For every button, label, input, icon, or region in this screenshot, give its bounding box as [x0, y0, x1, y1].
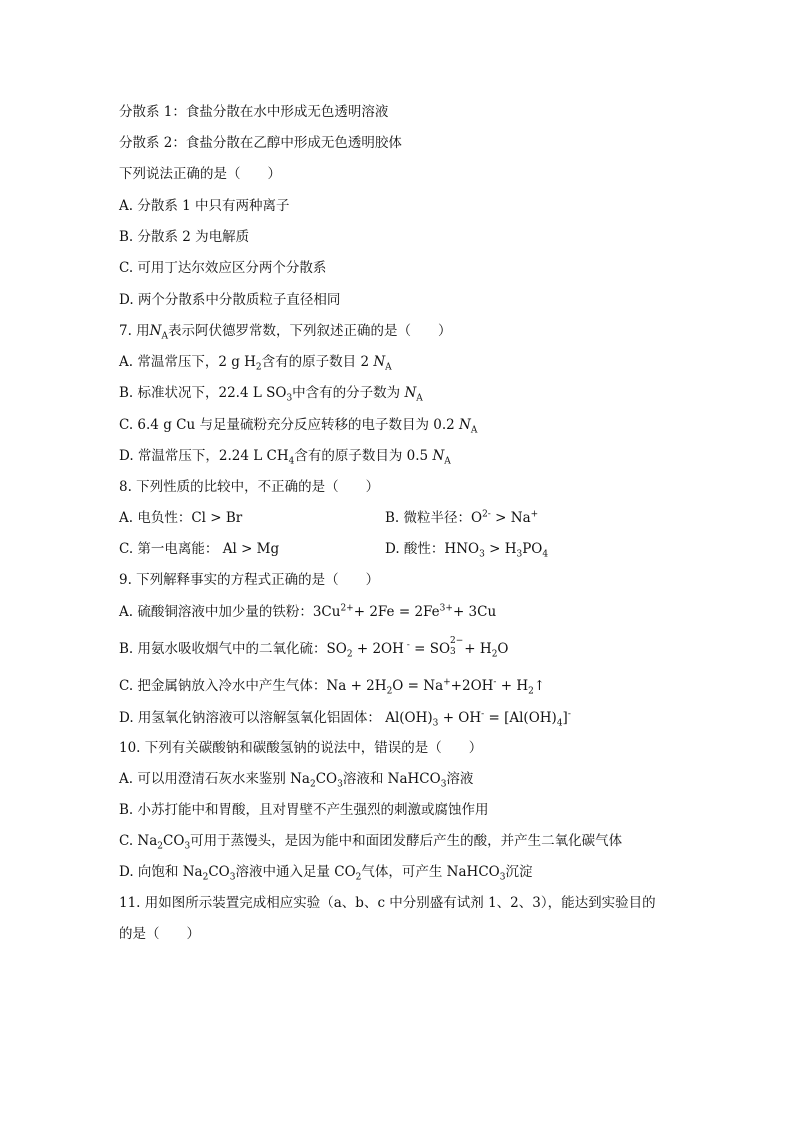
intro-question: 下列说法正确的是（ ） [119, 166, 281, 182]
q9-option-d: D. 用氢氧化钠溶液可以溶解氢氧化铝固体： $Al(OH)_3 + OH^- = [Al(OH)_4]^-$ [119, 709, 571, 729]
q11-stem-line-1: 11. 用如图所示装置完成相应实验（a、b、c 中分别盛有试剂 1、2、3），能达到实验目的 [119, 895, 656, 911]
q9-stem: 9. 下列解释事实的方程式正确的是（ ） [119, 572, 380, 588]
q6-option-b: B. 分散系 2 为电解质 [119, 229, 250, 245]
q10-option-b: B. 小苏打能中和胃酸，且对胃壁不产生强烈的刺激或腐蚀作用 [119, 802, 489, 818]
q10-stem: 10. 下列有关碳酸钠和碳酸氢钠的说法中，错误的是（ ） [119, 740, 483, 756]
intro-line-1: 分散系 1：食盐分散在水中形成无色透明溶液 [119, 104, 389, 120]
q10-option-c: C. $Na_2CO_3$可用于蒸馒头，是因为能中和面团发酵后产生的酸，并产生二氧化碳气体 [119, 833, 623, 852]
q11-stem-line-2: 的是（ ） [119, 926, 200, 942]
q8-option-c: C. 第一电离能： Al > Mg [119, 541, 280, 557]
q10-option-a: A. 可以用澄清石灰水来鉴别 $Na_2CO_3$溶液和 NaHCO$_3$溶液 [119, 771, 474, 790]
q9-option-a: A. 硫酸铜溶液中加少量的铁粉：$3Cu^{2+}+ 2Fe = 2Fe^{3+}+ 3Cu$ [119, 603, 497, 620]
q7-option-d: D. 常温常压下，2.24 L $CH_4$含有的原子数目为 0.5 $N_A$ [119, 448, 451, 467]
q6-option-d: D. 两个分散系中分散质粒子直径相同 [119, 292, 341, 308]
q10-option-d: D. 向饱和 $Na_2CO_3$溶液中通入足量 $CO_2$气体，可产生 NaHCO$_3$沉淀 [119, 864, 533, 883]
q7-option-c: C. 6.4 g Cu 与足量硫粉充分反应转移的电子数目为 0.2 $N_A$ [119, 417, 478, 436]
q9-option-b: B. 用氨水吸收烟气中的二氧化硫：$SO_2 + 2OH$ - = SO 2− 3 + $H_2O$ [119, 636, 509, 660]
q9-option-c: C. 把金属钠放入冷水中产生气体：$Na + 2H_2O = Na^++2OH^-$ + $H_2↑$ [119, 677, 546, 697]
q6-option-c: C. 可用丁达尔效应区分两个分散系 [119, 260, 327, 276]
intro-line-2: 分散系 2：食盐分散在乙醇中形成无色透明胶体 [119, 135, 402, 151]
q7-stem: 7. 用$N_A$表示阿伏德罗常数，下列叙述正确的是（ ） [119, 323, 452, 342]
q7-option-a: A. 常温常压下，2 g $H_2$含有的原子数目 2 $N_A$ [119, 354, 392, 373]
q6-option-a: A. 分散系 1 中只有两种离子 [119, 198, 290, 214]
q8-option-d: D. 酸性：$HNO_3 > H_3PO_4$ [385, 541, 549, 560]
q8-option-b: B. 微粒半径：$O^{2-} > Na^+$ [385, 509, 539, 526]
q8-stem: 8. 下列性质的比较中，不正确的是（ ） [119, 479, 380, 495]
q8-option-a: A. 电负性：Cl > Br [119, 510, 243, 526]
q7-option-b: B. 标准状况下，22.4 L $SO_3$中含有的分子数为 $N_A$ [119, 385, 423, 404]
